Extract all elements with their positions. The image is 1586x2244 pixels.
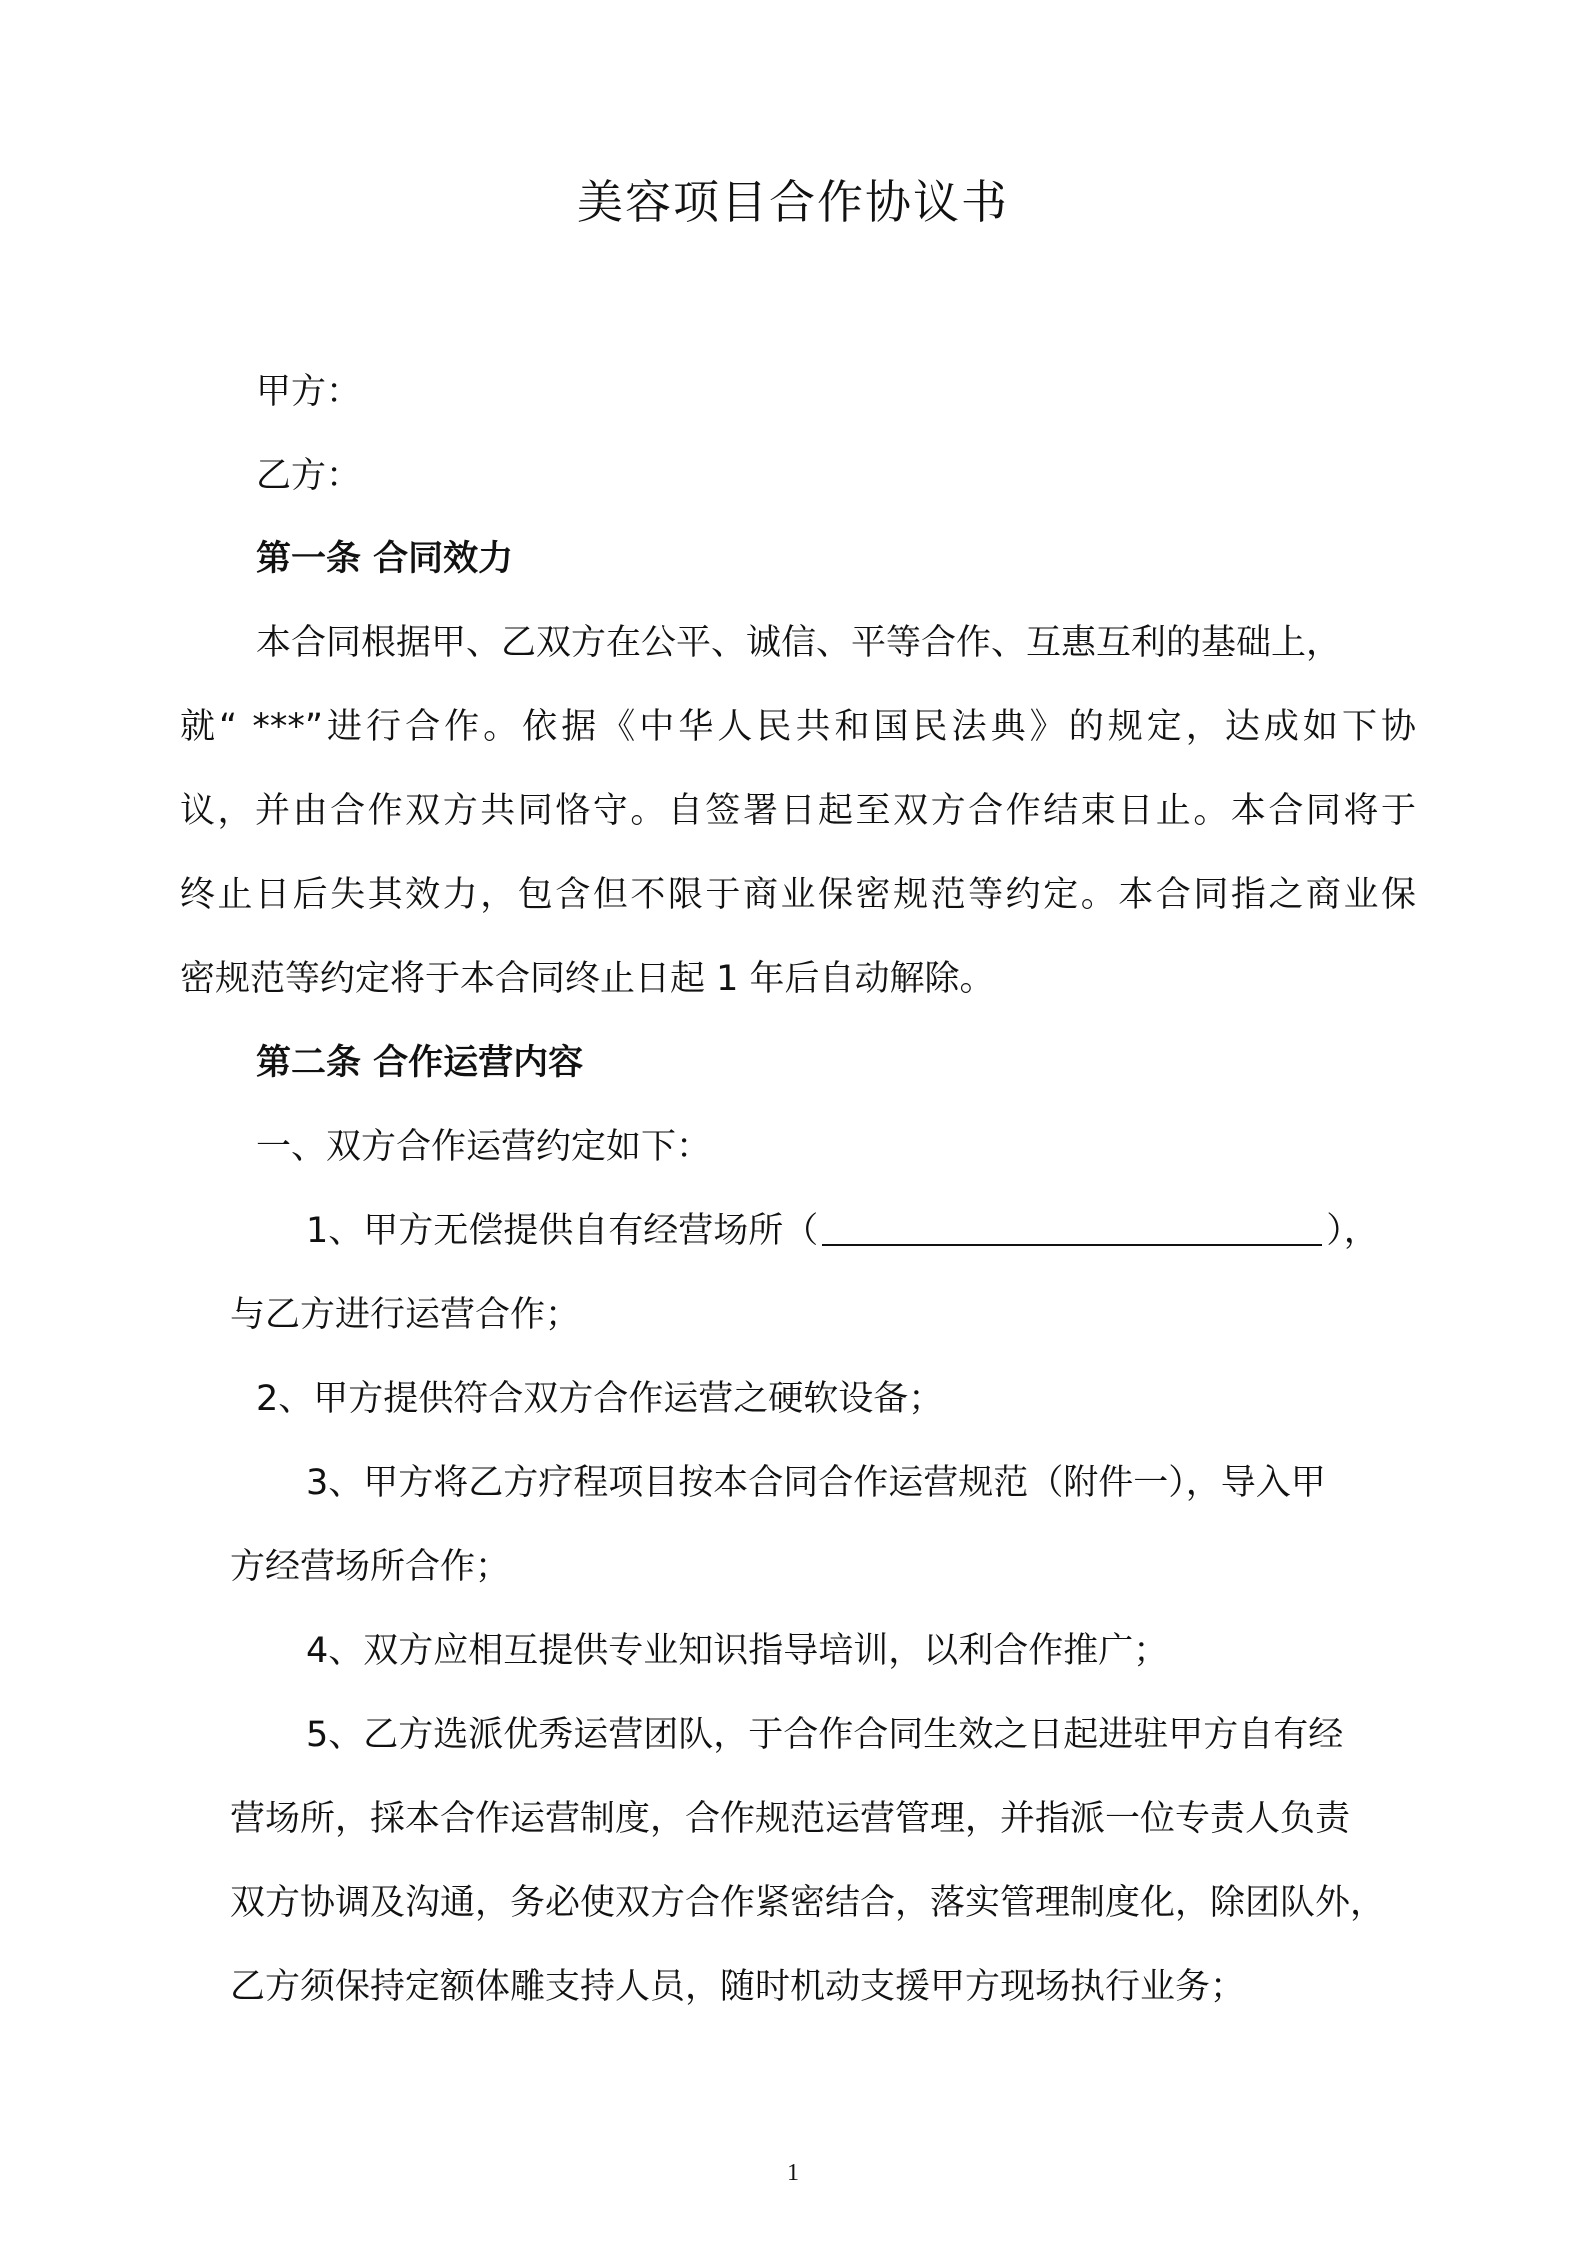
item-5-line-2: 营场所，採本合作运营制度，合作规范运营管理，并指派一位专责人负责	[230, 1799, 1351, 1839]
article-2-subheading: 一、双方合作运营约定如下：	[256, 1127, 712, 1167]
item-2: 2、甲方提供符合双方合作运营之硬软设备；	[256, 1379, 944, 1419]
item-1-text-end: ），	[1326, 1211, 1379, 1251]
item-4: 4、双方应相互提供专业知识指导培训，以利合作推广；	[306, 1631, 1169, 1671]
article-1-line-5: 密规范等约定将于本合同终止日起 1 年后自动解除。	[180, 959, 995, 999]
article-1-heading: 第一条 合同效力	[256, 539, 514, 579]
place-blank-line	[822, 1210, 1322, 1246]
party-a-label: 甲方：	[256, 372, 362, 412]
item-1-text-start: 1、甲方无偿提供自有经营场所（	[306, 1211, 819, 1251]
page-number: 1	[787, 2160, 799, 2186]
document-title: 美容项目合作协议书	[577, 175, 1009, 229]
item-5-line-4: 乙方须保持定额体雕支持人员，随时机动支援甲方现场执行业务；	[230, 1967, 1246, 2007]
article-1-line-4: 终止日后失其效力，包含但不限于商业保密规范等约定。本合同指之商业保	[180, 875, 1416, 915]
article-1-line-3: 议，并由合作双方共同恪守。自签署日起至双方合作结束日止。本合同将于	[180, 791, 1416, 831]
article-1-line-2: 就“ ***”进行合作。依据《中华人民共和国民法典》的规定，达成如下协	[180, 707, 1416, 747]
article-1-line-1: 本合同根据甲、乙双方在公平、诚信、平等合作、互惠互利的基础上，	[256, 623, 1342, 663]
item-5-line-1: 5、乙方选派优秀运营团队，于合作合同生效之日起进驻甲方自有经	[306, 1715, 1344, 1755]
item-1-line-2: 与乙方进行运营合作；	[230, 1295, 581, 1335]
party-b-label: 乙方：	[256, 456, 362, 496]
item-3-line-1: 3、甲方将乙方疗程项目按本合同合作运营规范（附件一），导入甲	[306, 1463, 1326, 1503]
article-2-heading: 第二条 合作运营内容	[256, 1043, 584, 1083]
item-3-line-2: 方经营场所合作；	[230, 1547, 511, 1587]
item-1-line-1	[306, 1207, 1379, 1255]
item-5-line-3: 双方协调及沟通，务必使双方合作紧密结合，落实管理制度化，除团队外，	[230, 1883, 1386, 1923]
